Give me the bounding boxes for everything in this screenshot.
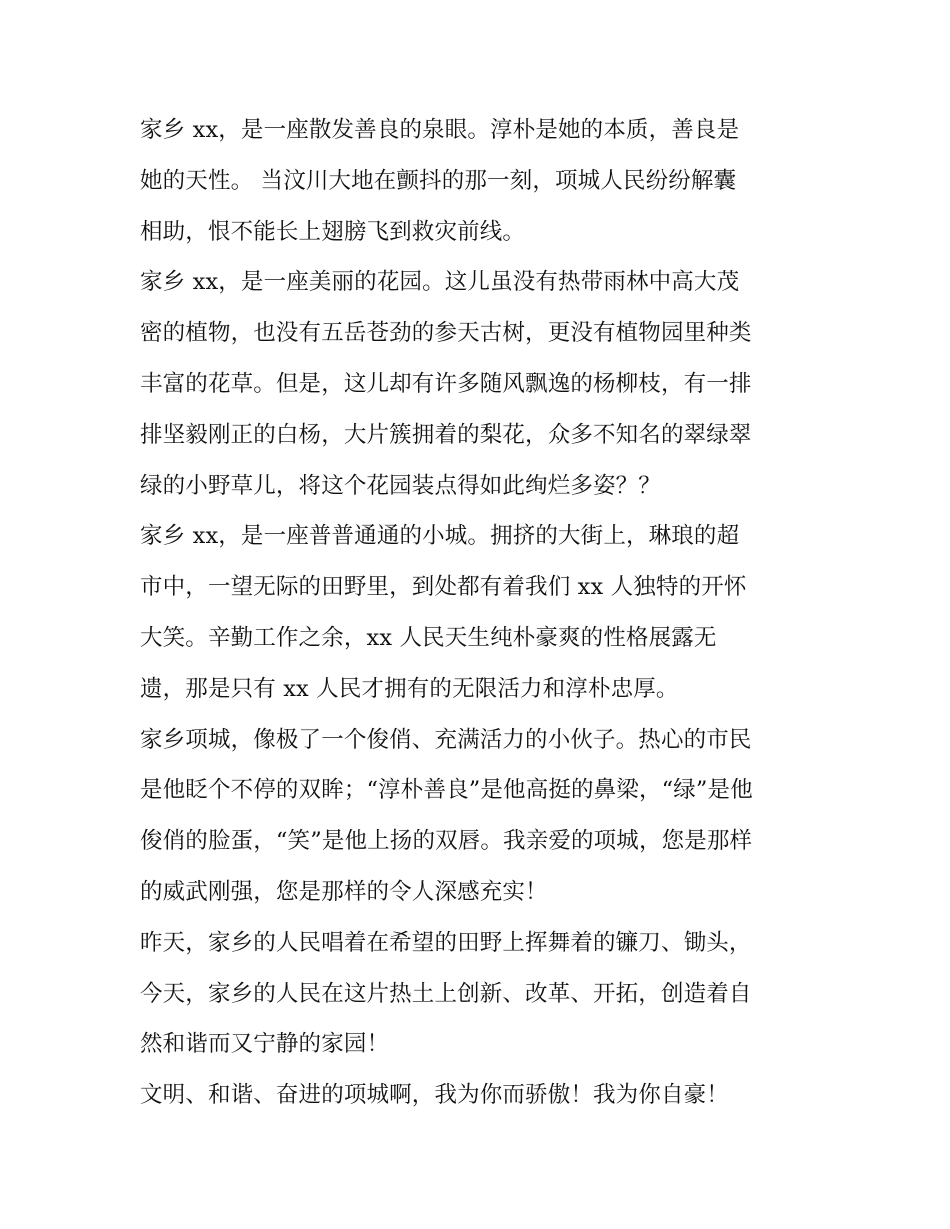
text-line: 家乡项城，像极了一个俊俏、充满活力的小伙子。热心的市民 bbox=[140, 726, 752, 753]
text-line: 相助，恨不能长上翅膀飞到救灾前线。 bbox=[140, 218, 526, 245]
text-line: 家乡 xx，是一座美丽的花园。这儿虽没有热带雨林中高大茂 bbox=[140, 269, 740, 296]
text-line: 市中，一望无际的田野里，到处都有着我们 xx 人独特的开怀 bbox=[140, 574, 747, 601]
text-line: 俊俏的脸蛋，“笑”是他上扬的双唇。我亲爱的项城，您是那样 bbox=[140, 828, 753, 855]
text-line: 绿的小野草儿，将这个花园装点得如此绚烂多姿？？ bbox=[140, 472, 661, 499]
text-line: 她的天性。 当汶川大地在颤抖的那一刻，项城人民纷纷解囊 bbox=[140, 167, 737, 194]
text-line: 家乡 xx，是一座散发善良的泉眼。淳朴是她的本质，善良是 bbox=[140, 117, 740, 143]
text-line: 今天，家乡的人民在这片热土上创新、改革、开拓，创造着自 bbox=[140, 980, 752, 1007]
text-line: 文明、和谐、奋进的项城啊，我为你而骄傲！我为你自豪！ bbox=[140, 1082, 729, 1109]
text-line: 排坚毅刚正的白杨，大片簇拥着的梨花，众多不知名的翠绿翠 bbox=[140, 421, 752, 448]
text-line: 大笑。辛勤工作之余，xx 人民天生纯朴豪爽的性格展露无 bbox=[140, 624, 717, 651]
text-line: 密的植物，也没有五岳苍劲的参天古树，更没有植物园里种类 bbox=[140, 320, 752, 347]
document-body bbox=[140, 105, 830, 1121]
text-line: 然和谐而又宁静的家园！ bbox=[140, 1031, 390, 1058]
text-line: 的威武刚强，您是那样的令人深感充实！ bbox=[140, 878, 548, 905]
text-line: 是他眨个不停的双眸；“淳朴善良”是他高挺的鼻梁，“绿”是他 bbox=[140, 777, 753, 804]
text-line: 昨天，家乡的人民唱着在希望的田野上挥舞着的镰刀、锄头， bbox=[140, 929, 752, 956]
text-line: 遗，那是只有 xx 人民才拥有的无限活力和淳朴忠厚。 bbox=[140, 675, 679, 702]
text-line: 丰富的花草。但是，这儿却有许多随风飘逸的杨柳枝，有一排 bbox=[140, 370, 752, 397]
text-line: 家乡 xx，是一座普普通通的小城。拥挤的大街上，琳琅的超 bbox=[140, 523, 740, 550]
